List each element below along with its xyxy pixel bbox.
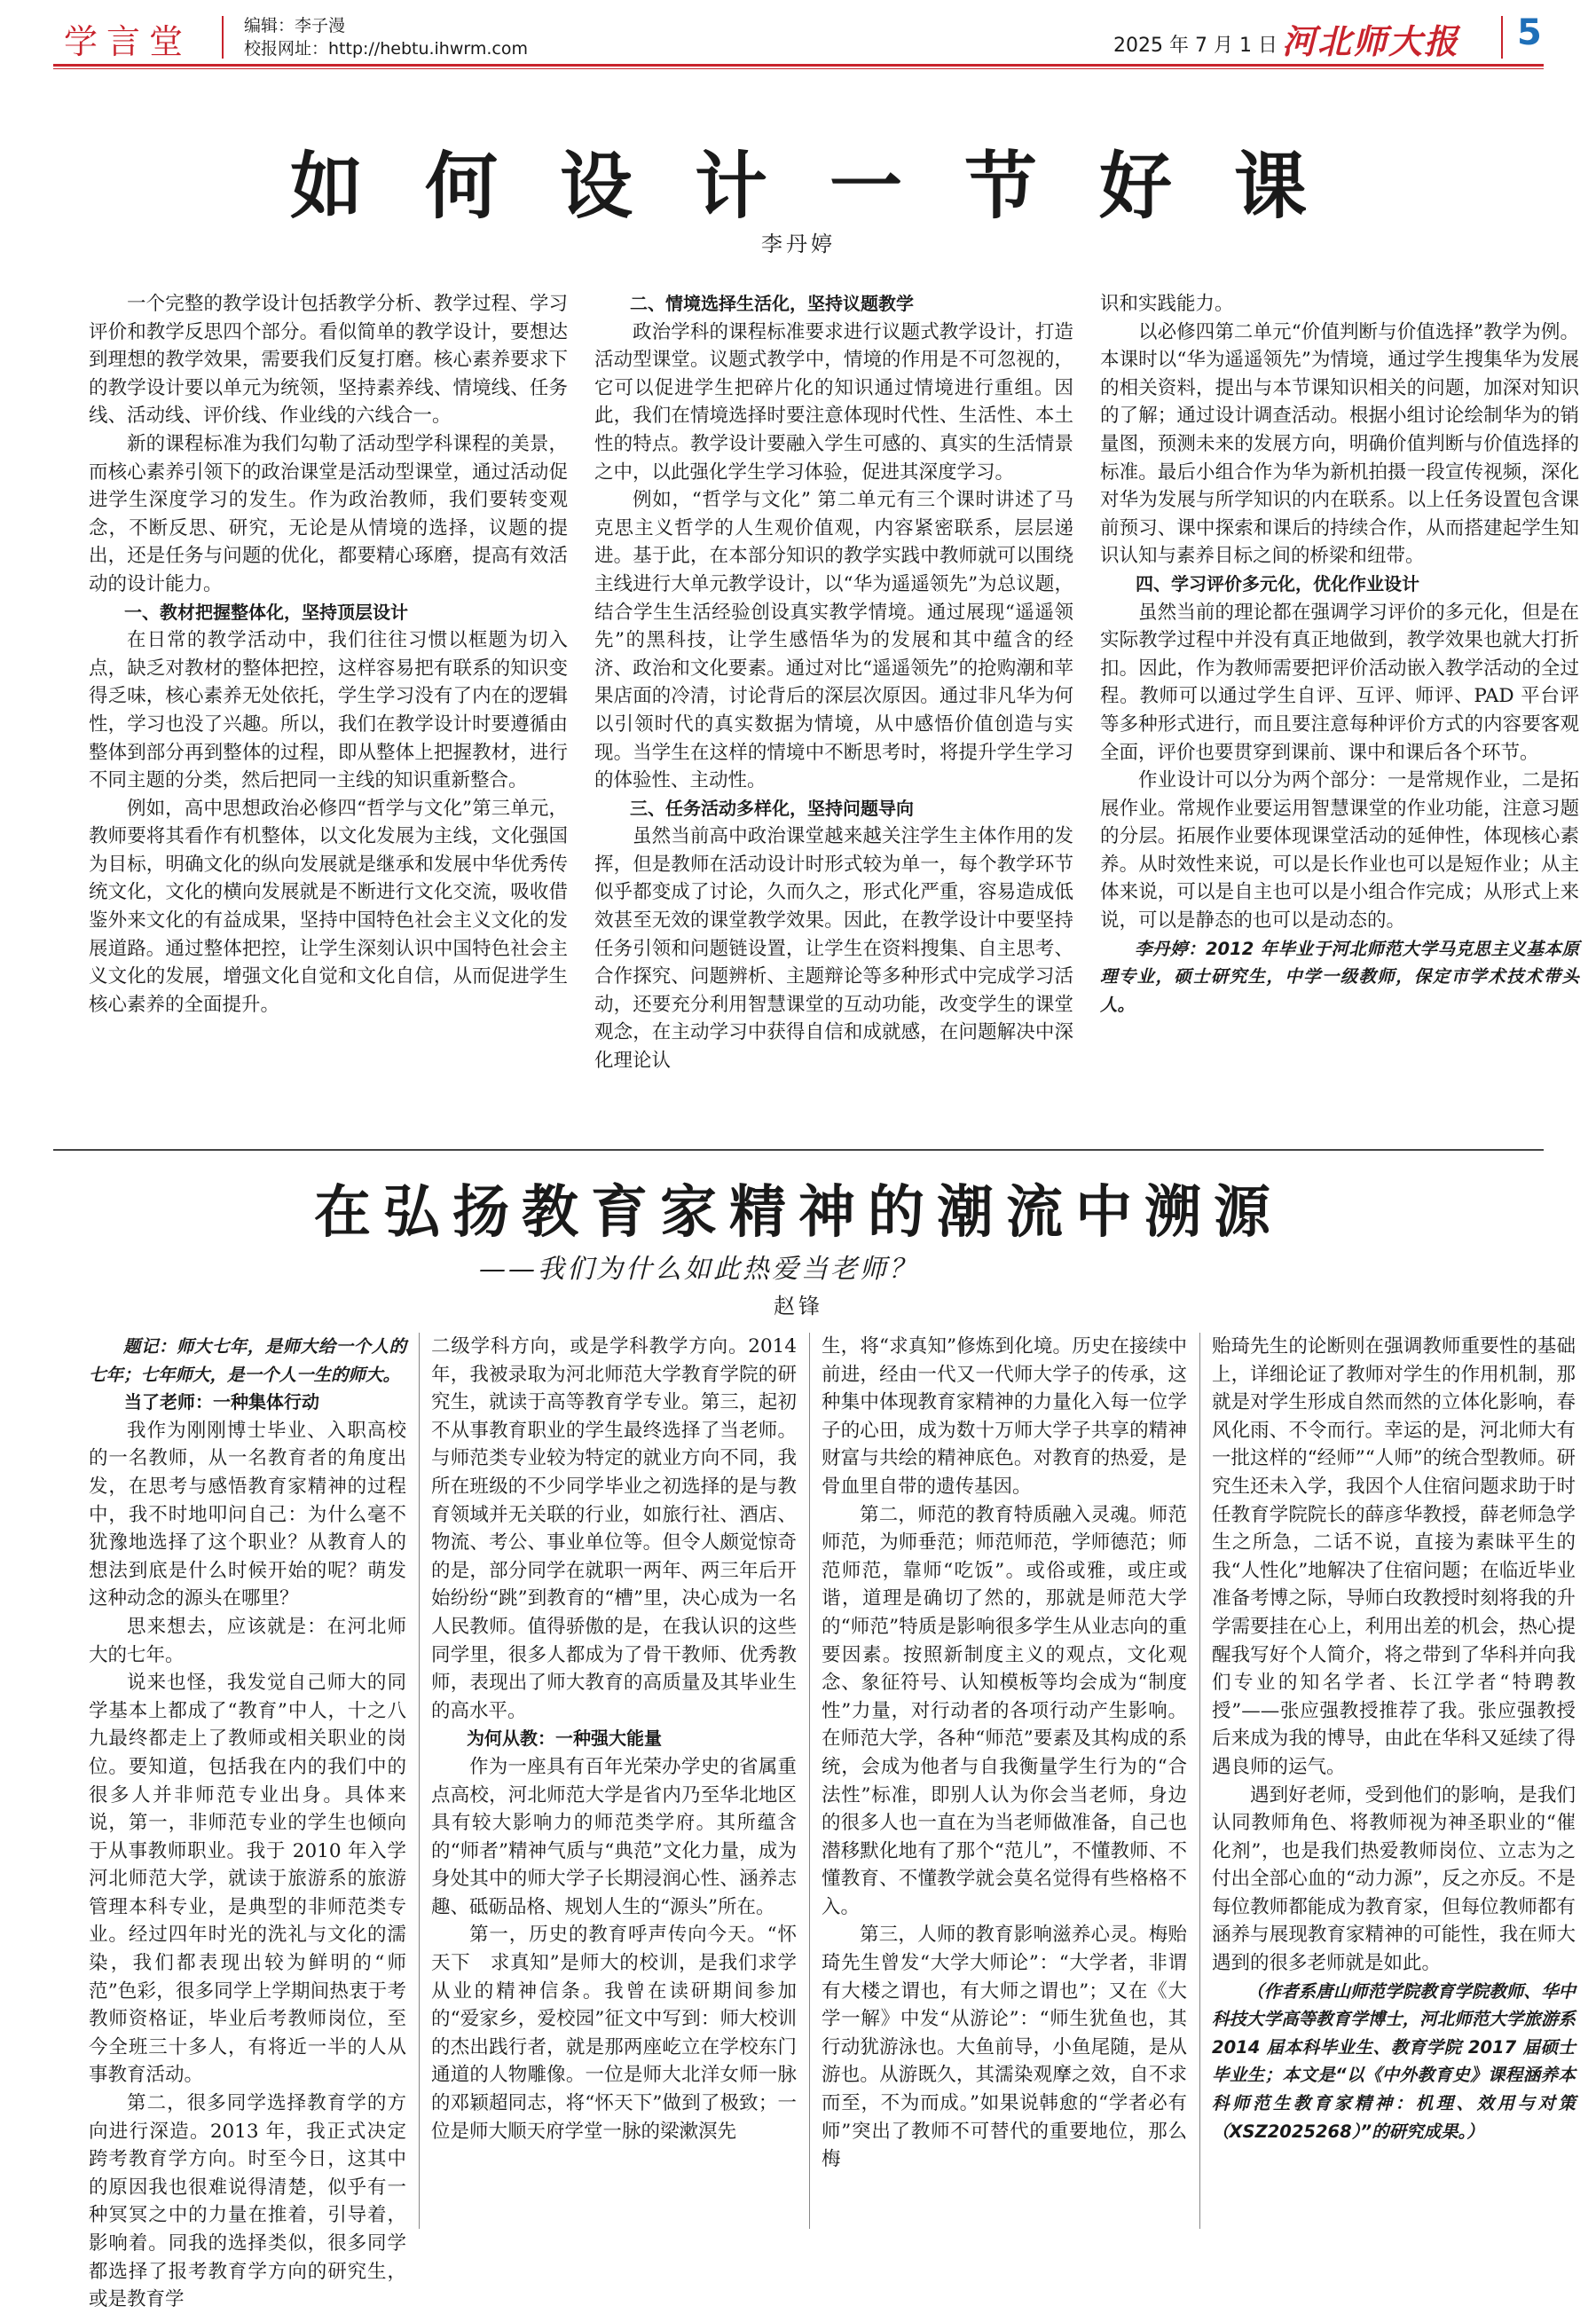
paragraph: 例如，“哲学与文化” 第二单元有三个课时讲述了马克思主义哲学的人生观价值观，内容紧密联系，层层递进。基于此，在本部分知识的教学实践中教师就可以围绕主线进行大单元教学设计，以“华为遥遥领先”为总议题，结合学生生活经验创设真实教学情境。通过展现“遥遥领先”的黑科技，让学生感悟华为的发展和其中蕴含的经济、政治和文化要素。通过对比“遥遥领先”的抢购潮和苹果店面的冷清，讨论背后的深层次原因。通过非凡华为何以引领时代的真实数据为情境，从中感悟价值创造与实现。当学生在这样的情境中不断思考时，将提升学生学习的体验性、主动性。 bbox=[594, 489, 1073, 792]
issue-date: 2025 年 7 月 1 日 bbox=[1113, 35, 1278, 57]
author-note: （作者系唐山师范学院教育学院教师、华中科技大学高等教育学博士，河北师范大学旅游系 2014 届本科毕业生、教育学院 2017 届硕士毕业生；本文是“以《中外教育史》课程涵养本科师范生教育家精神：机理、效用与对策（XSZ2025268）”的研究成果。） bbox=[1212, 1980, 1576, 2142]
article2-author: 赵锋 bbox=[774, 1294, 823, 1318]
section-heading: 一、教材把握整体化，坚持顶层设计 bbox=[124, 601, 408, 623]
section-heading: 三、任务活动多样化，坚持问题导向 bbox=[630, 797, 914, 819]
article1-title: 如何设计一节好课 bbox=[289, 144, 1369, 229]
article1-column-2 bbox=[594, 290, 1073, 1075]
column-separator bbox=[809, 1333, 810, 2229]
article2-column-4 bbox=[1212, 1333, 1576, 2145]
masthead bbox=[53, 11, 1544, 64]
paragraph: 第二，很多同学选择教育学的方向进行深造。2013 年，我正式决定跨考教育学方向。时至今日，这其中的原因我也很难说得清楚，似乎有一种冥冥之中的力量在推着，引导着，影响着。同我的选择类似，很多同学都选择了报考教育学方向的研究生，或是教育学 bbox=[89, 2092, 406, 2311]
author-note: 题记：师大七年，是师大给一个人的七年；七年师大，是一个人一生的师大。 bbox=[89, 1336, 406, 1385]
paragraph: 例如，高中思想政治必修四“哲学与文化”第三单元，教师要将其看作有机整体，以文化发展为主线，文化强国为目标，明确文化的纵向发展就是继承和发展中华优秀传统文化，文化的横向发展就是不断进行文化交流，吸收借鉴外来文化的有益成果，坚持中国特色社会主义文化的发展道路。通过整体把控，让学生深刻认识中国特色社会主义文化的发展，增强文化自觉和文化自信，从而促进学生核心素养的全面提升。 bbox=[89, 797, 568, 1016]
masthead-divider-right bbox=[1501, 16, 1503, 59]
paragraph: 思来想去，应该就是：在河北师大的七年。 bbox=[89, 1615, 406, 1666]
article2-column-3 bbox=[822, 1333, 1187, 2174]
paragraph: 一个完整的教学设计包括教学分析、教学过程、学习评价和教学反思四个部分。看似简单的教学设计，要想达到理想的教学效果，需要我们反复打磨。核心素养要求下的教学设计要以单元为统领，坚持素养线、情境线、任务线、活动线、评价线、作业线的六线合一。 bbox=[89, 293, 568, 428]
editor-line: 编辑：李子漫 bbox=[244, 16, 346, 35]
paragraph: 第二，师范的教育特质融入灵魂。师范师范，为师垂范；师范师范，学师德范；师范师范，靠师“吃饭”。或俗或雅，或庄或谐，道理是确切了然的，那就是师范大学的“师范”特质是影响很多学生从业志向的重要因素。按照新制度主义的观点，文化观念、象征符号、认知模板等均会成为“制度性”力量，对行动者的各项行动产生影响。在师范大学，各种“师范”要素及其构成的系统，会成为他者与自我衡量学生行为的“合法性”标准，即别人认为你会当老师，身边的很多人也一直在为当老师做准备，自己也潜移默化地有了那个“范儿”，不懂教师、不懂教育、不懂教学就会莫名觉得有些格格不入。 bbox=[822, 1503, 1187, 1918]
section-heading: 四、学习评价多元化，优化作业设计 bbox=[1136, 572, 1419, 594]
article2-column-1 bbox=[89, 1333, 406, 2314]
paragraph: 遇到好老师，受到他们的影响，是我们认同教师角色、将教师视为神圣职业的“催化剂”，也是我们热爱教师岗位、立志为之付出全部心血的“动力源”，反之亦反。不是每位教师都能成为教育家，但每位教师都有涵养与展现教育家精神的可能性，我在师大遇到的很多老师就是如此。 bbox=[1212, 1783, 1576, 1975]
paragraph: 新的课程标准为我们勾勒了活动型学科课程的美景，而核心素养引领下的政治课堂是活动型课堂，通过活动促进学生深度学习的发生。作为政治教师，我们要转变观念，不断反思、研究，无论是从情境的选择，议题的提出，还是任务与问题的优化，都要精心琢磨，提高有效活动的设计能力。 bbox=[89, 432, 568, 595]
paragraph: 作业设计可以分为两个部分：一是常规作业，二是拓展作业。常规作业要运用智慧课堂的作业功能，注意习题的分层。拓展作业要体现课堂活动的延伸性，体现核心素养。从时效性来说，可以是长作业也可以是短作业；从主体来说，可以是自主也可以是小组合作完成；从形式上来说，可以是静态的也可以是动态的。 bbox=[1100, 769, 1579, 933]
paragraph: 以必修四第二单元“价值判断与价值选择”教学为例。本课时以“华为遥遥领先”为情境，通过学生搜集华为发展的相关资料，提出与本节课知识相关的问题，加深对知识的了解；通过设计调查活动。根据小组讨论绘制华为的销量图，预测未来的发展方向，明确价值判断与价值选择的标准。最后小组合作为华为新机拍摄一段宣传视频，深化对华为发展与所学知识的内在联系。以上任务设置包含课前预习、课中探索和课后的持续合作，从而搭建起学生知识认知与素养目标之间的桥梁和纽带。 bbox=[1100, 320, 1579, 568]
section-heading: 当了老师：一种集体行动 bbox=[124, 1391, 319, 1413]
paragraph: 贻琦先生的论断则在强调教师重要性的基础上，详细论证了教师对学生的作用机制，那就是对学生形成自然而然的立体化影响，春风化雨、不令而行。幸运的是，河北师大有一批这样的“经师”“人师”的统合型教师。研究生还未入学，我因个人住宿问题求助于时任教育学院院长的薛彦华教授，薛老师急学生之所急，二话不说，直接为素昧平生的我“人性化”地解决了住宿问题；在临近毕业准备考博之际，导师白玫教授时刻将我的升学需要挂在心上，利用出差的机会，热心提醒我写好个人简介，将之带到了华科并向我们专业的知名学者、长江学者“特聘教授”——张应强教授推荐了我。张应强教授后来成为我的博导，由此在华科又延续了得遇良师的运气。 bbox=[1212, 1335, 1576, 1778]
paper-name: 河北师大报 bbox=[1282, 21, 1460, 61]
paragraph: 二级学科方向，或是学科教学方向。2014 年，我被录取为河北师范大学教育学院的研究生，就读于高等教育学专业。第三，起初不从事教育职业的学生最终选择了当老师。与师范类专业较为特定的就业方向不同，我所在班级的不少同学毕业之初选择的是与教育领域并无关联的行业，如旅行社、酒店、物流、考公、事业单位等。但令人颇觉惊奇的是，部分同学在就职一两年、两三年后开始纷纷“跳”到教育的“槽”里，决心成为一名人民教师。值得骄傲的是，在我认识的这些同学里，很多人都成为了骨干教师、优秀教师，表现出了师大教育的高质量及其毕业生的高水平。 bbox=[431, 1335, 797, 1722]
masthead-rule bbox=[53, 64, 1544, 67]
masthead-divider bbox=[222, 16, 224, 59]
page-number: 5 bbox=[1517, 12, 1542, 53]
paragraph: 第一，历史的教育呼声传向今天。“怀天下 求真知”是师大的校训，是我们求学从业的精神信条。我曾在读研期间参加的“爱家乡，爱校园”征文中写到：师大校训的杰出践行者，就是那两座屹立在学校东门通道的人物雕像。一位是师大北洋女师一脉的邓颖超同志，将“怀天下”做到了极致；一位是师大顺天府学堂一脉的梁漱溟先 bbox=[431, 1924, 797, 2143]
editor-info bbox=[244, 14, 528, 60]
paragraph: 我作为刚刚博士毕业、入职高校的一名教师，从一名教育者的角度出发，在思考与感悟教育家精神的过程中，我不时地叩问自己：为什么毫不犹豫地选择了这个职业？从教育人的想法到底是什么时候开始的呢？萌发这种动念的源头在哪里？ bbox=[89, 1419, 406, 1610]
article-divider bbox=[53, 1149, 1544, 1151]
article2-title: 在弘扬教育家精神的潮流中溯源 bbox=[314, 1179, 1283, 1246]
article1-column-1 bbox=[89, 290, 568, 1019]
section-name: 学言堂 bbox=[64, 22, 193, 61]
author-note: 李丹婷：2012 年毕业于河北师范大学马克思主义基本原理专业，硕士研究生，中学一级教师，保定市学术技术带头人。 bbox=[1100, 938, 1579, 1015]
masthead-rule-thin bbox=[53, 68, 1544, 69]
url-line: 校报网址：http://hebtu.ihwrm.com bbox=[244, 39, 528, 59]
paragraph: 在日常的教学活动中，我们往往习惯以框题为切入点，缺乏对教材的整体把控，这样容易把有联系的知识变得乏味，核心素养无处依托，学生学习没有了内在的逻辑性，学习也没了兴趣。所以，我们在教学设计时要遵循由整体到部分再到整体的过程，即从整体上把握教材，进行不同主题的分类，然后把同一主线的知识重新整合。 bbox=[89, 629, 568, 792]
paragraph: 作为一座具有百年光荣办学史的省属重点高校，河北师范大学是省内乃至华北地区具有较大影响力的师范类学府。其所蕴含的“师者”精神气质与“典范”文化力量，成为身处其中的师大学子长期浸润心性、涵养志趣、砥砺品格、规划人生的“源头”所在。 bbox=[431, 1755, 797, 1918]
article2-column-2 bbox=[431, 1333, 797, 2145]
column-separator bbox=[419, 1333, 420, 2229]
paragraph: 说来也怪，我发觉自己师大的同学基本上都成了“教育”中人，十之八九最终都走上了教师或相关职业的岗位。要知道，包括我在内的我们中的很多人并非师范专业出身。具体来说，第一，非师范专业的学生也倾向于从事教师职业。我于 2010 年入学河北师范大学，就读于旅游系的旅游管理本科专业，是典型的非师范类专业。经过四年时光的洗礼与文化的濡染，我们都表现出较为鲜明的“师范”色彩，很多同学上学期间热衷于考教师资格证，毕业后考教师岗位，至今全班三十多人，有将近一半的人从事教育活动。 bbox=[89, 1672, 406, 2087]
paragraph: 生，将“求真知”修炼到化境。历史在接续中前进，经由一代又一代师大学子的传承，这种集中体现教育家精神的力量化入每一位学子的心田，成为数十万师大学子共享的精神财富与共绘的精神底色。对教育的热爱，是骨血里自带的遗传基因。 bbox=[822, 1335, 1187, 1498]
section-heading: 为何从教：一种强大能量 bbox=[467, 1728, 662, 1750]
paragraph: 虽然当前高中政治课堂越来越关注学生主体作用的发挥，但是教师在活动设计时形式较为单一，每个教学环节似乎都变成了讨论，久而久之，形式化严重，容易造成低效甚至无效的课堂教学效果。因此，在教学设计中要坚持任务引领和问题链设置，让学生在资料搜集、自主思考、合作探究、问题辨析、主题辩论等多种形式中完成学习活动，还要充分利用智慧课堂的互动功能，改变学生的课堂观念，在主动学习中获得自信和成就感，在问题解决中深化理论认 bbox=[594, 825, 1073, 1073]
paragraph: 第三，人师的教育影响滋养心灵。梅贻琦先生曾发“大学大师论”：“大学者，非谓有大楼之谓也，有大师之谓也”；又在《大学一解》中发“从游论”：“师生犹鱼也，其行动犹游泳也。大鱼前导，小鱼尾随，是从游也。从游既久，其濡染观摩之效，自不求而至，不为而成。”如果说韩愈的“学者必有师”突出了教师不可替代的重要地位，那么梅 bbox=[822, 1924, 1187, 2171]
paragraph: 虽然当前的理论都在强调学习评价的多元化，但是在实际教学过程中并没有真正地做到，教学效果也就大打折扣。因此，作为教师需要把评价活动嵌入教学活动的全过程。教师可以通过学生自评、互评、师评、PAD 平台评等多种形式进行，而且要注意每种评价方式的内容要客观全面，评价也要贯穿到课前、课中和课后各个环节。 bbox=[1100, 601, 1579, 764]
article2-subtitle: ——我们为什么如此热爱当老师？ bbox=[479, 1254, 918, 1285]
paragraph: 政治学科的课程标准要求进行议题式教学设计，打造活动型课堂。议题式教学中，情境的作用是不可忽视的，它可以促进学生把碎片化的知识通过情境进行重组。因此，我们在情境选择时要注意体现时代性、生活性、本土性的特点。教学设计要融入学生可感的、真实的生活情景之中，以此强化学生学习体验，促进其深度学习。 bbox=[594, 320, 1073, 484]
section-heading: 二、情境选择生活化，坚持议题教学 bbox=[630, 293, 914, 314]
article1-column-3 bbox=[1100, 290, 1579, 1019]
paragraph: 识和实践能力。 bbox=[1100, 293, 1234, 315]
column-separator bbox=[1199, 1333, 1200, 2229]
article1-author: 李丹婷 bbox=[761, 232, 836, 256]
